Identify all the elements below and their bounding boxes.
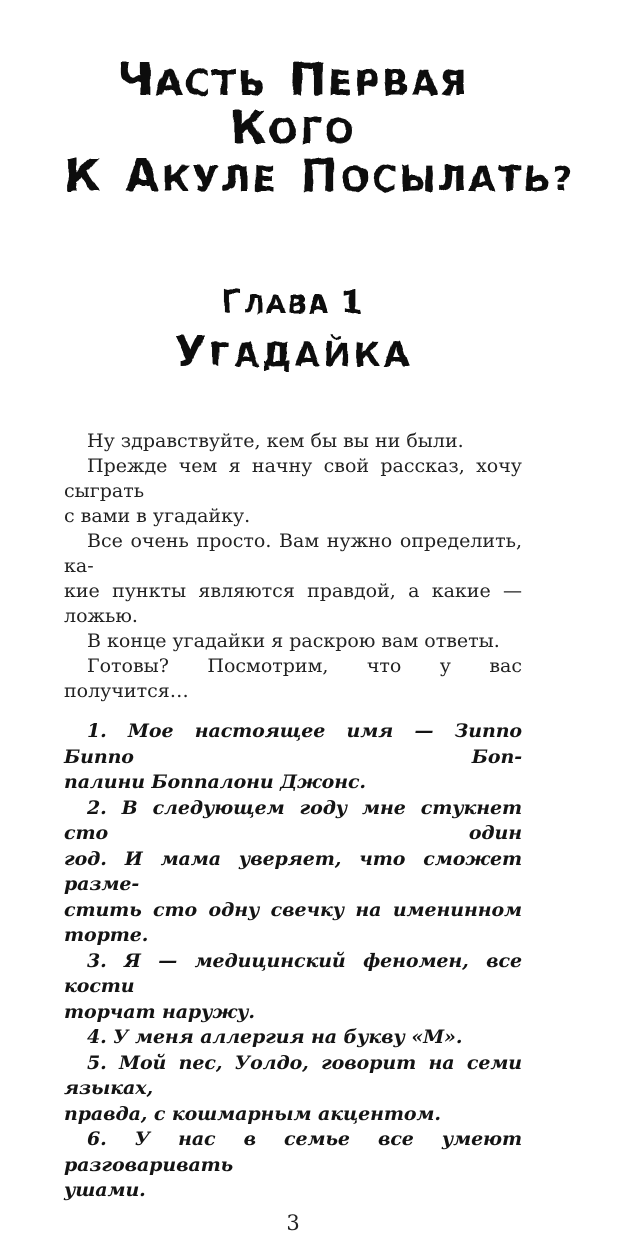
text-line: 1. Мое настоящее имя — Зиппо Биппо Боп- <box>64 720 522 768</box>
part-title-line-1: ЧАСТЬ ПЕРВАЯ <box>117 53 469 106</box>
text-line: Ну здравствуйте, кем бы вы ни были. <box>87 430 464 452</box>
chapter-kicker: ГЛАВА 1 <box>221 283 365 321</box>
text-line: 4. У меня аллергия на букву «М». <box>87 1026 463 1048</box>
quiz-item-3 <box>64 949 522 1026</box>
quiz-item-6 <box>64 1127 522 1204</box>
paragraph <box>64 529 522 629</box>
text-line: правда, с кошмарным акцентом. <box>64 1102 441 1125</box>
paragraph <box>64 454 522 529</box>
text-line: кие пункты являются правдой, а какие — ложью. <box>64 580 522 627</box>
text-column <box>64 0 575 1235</box>
text-line: палини Боппалони Джонс. <box>64 771 366 793</box>
text-line: Готовы? Посмотрим, что у вас получится… <box>64 655 522 702</box>
text-line: 2. В следующем году мне стукнет сто один <box>64 796 522 844</box>
text-line: стить сто одну свечку на именинном торте. <box>64 898 522 946</box>
text-line: 3. Я — медицинский феномен, все кости <box>64 949 522 997</box>
page-number: 3 <box>286 1210 300 1235</box>
chapter-title: УГАДАЙКА <box>173 327 413 376</box>
chapter-heading <box>64 283 522 377</box>
part-title-line-2: КОГО <box>229 101 357 154</box>
text-line: ушами. <box>64 1179 146 1201</box>
quiz-list <box>64 719 522 1204</box>
paragraph <box>64 429 522 454</box>
text-line: 5. Мой пес, Уолдо, говорит на семи языках, <box>64 1051 522 1099</box>
quiz-item-4 <box>64 1025 522 1051</box>
text-line: год. И мама уверяет, что сможет разме- <box>64 847 522 895</box>
text-line: В конце угадайки я раскрою вам ответы. <box>87 630 500 652</box>
part-title-line-3: К АКУЛЕ ПОСЫЛАТЬ? <box>64 149 575 202</box>
part-heading <box>64 0 575 202</box>
paragraph <box>64 629 522 654</box>
text-line: Прежде чем я начну свой рассказ, хочу сыграть <box>64 455 522 502</box>
body-text <box>64 429 522 704</box>
paragraph <box>64 654 522 704</box>
text-line: 6. У нас в семье все умеют разговаривать <box>64 1128 522 1176</box>
quiz-item-1 <box>64 719 522 796</box>
quiz-item-2 <box>64 796 522 949</box>
text-line: торчат наружу. <box>64 1000 255 1023</box>
text-line: Все очень просто. Вам нужно определить, ка- <box>64 530 522 577</box>
text-line: с вами в угадайку. <box>64 505 251 527</box>
quiz-item-5 <box>64 1051 522 1128</box>
